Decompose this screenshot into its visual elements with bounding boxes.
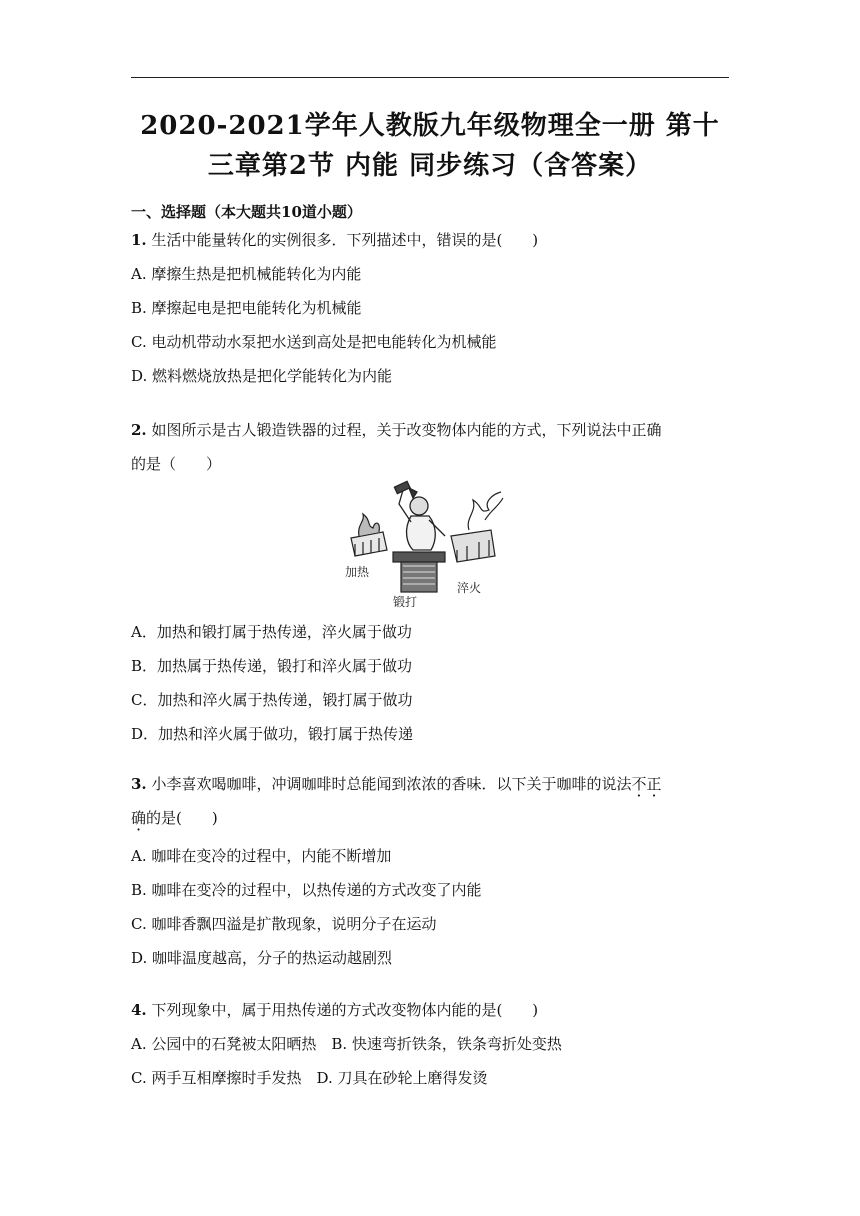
header-rule	[131, 77, 729, 78]
section-heading: 一、选择题（本大题共10道小题）	[131, 203, 362, 221]
title-line-2: 三章第2节 内能 同步练习（含答案）	[207, 151, 653, 181]
q1-option-c: C. 电动机带动水泵把水送到高处是把电能转化为机械能	[131, 333, 497, 351]
q1-option-b: B. 摩擦起电是把电能转化为机械能	[131, 299, 362, 317]
question-4-stem	[131, 999, 538, 1020]
question-1-stem	[131, 229, 538, 250]
question-number: 4.	[131, 1001, 147, 1019]
figure-label-quenching: 淬火	[457, 581, 482, 595]
figure-label-heating: 加热	[345, 565, 370, 579]
q1-option-a: A. 摩擦生热是把机械能转化为内能	[131, 265, 362, 283]
q2-option-b: B．加热属于热传递，锻打和淬火属于做功	[131, 657, 413, 675]
question-text: 如图所示是古人锻造铁器的过程，关于改变物体内能的方式，下列说法中正确	[151, 421, 662, 439]
q4-options-row-2: C. 两手互相摩擦时手发热 D. 刀具在砂轮上磨得发烫	[131, 1069, 488, 1087]
forging-illustration	[333, 480, 523, 610]
question-text: 的是( )	[146, 809, 218, 827]
q3-option-b: B. 咖啡在变冷的过程中，以热传递的方式改变了内能	[131, 881, 482, 899]
emphasis-char: 不	[631, 775, 647, 793]
question-2-stem-cont: 的是（ ）	[131, 455, 222, 473]
q2-option-c: C．加热和淬火属于热传递，锻打属于做功	[131, 691, 413, 709]
q4-options-row-1: A. 公园中的石凳被太阳晒热 B. 快速弯折铁条，铁条弯折处变热	[131, 1035, 562, 1053]
question-text: 生活中能量转化的实例很多．下列描述中，错误的是( )	[151, 231, 539, 249]
question-text: 下列现象中，属于用热传递的方式改变物体内能的是( )	[151, 1001, 539, 1019]
question-2-stem	[131, 419, 661, 440]
q1-option-d: D. 燃料燃烧放热是把化学能转化为内能	[131, 367, 393, 385]
question-number: 2.	[131, 421, 147, 439]
q2-option-d: D．加热和淬火属于做功，锻打属于热传递	[131, 725, 414, 743]
q2-option-a: A．加热和锻打属于热传递，淬火属于做功	[131, 623, 412, 641]
question-3-stem-cont	[131, 807, 218, 828]
blacksmith-icon	[394, 481, 445, 550]
q3-option-d: D. 咖啡温度越高，分子的热运动越剧烈	[131, 949, 393, 967]
quenching-tub-icon	[451, 492, 503, 562]
anvil-icon	[393, 552, 445, 592]
question-text: 小李喜欢喝咖啡，冲调咖啡时总能闻到浓浓的香味．以下关于咖啡的说法	[151, 775, 632, 793]
emphasis-char: 确	[131, 809, 147, 827]
q3-option-a: A. 咖啡在变冷的过程中，内能不断增加	[131, 847, 392, 865]
figure-label-forging: 锻打	[393, 595, 418, 609]
document-title	[120, 106, 740, 186]
question-number: 1.	[131, 231, 147, 249]
title-line-1: 2020-2021学年人教版九年级物理全一册 第十	[140, 111, 720, 141]
question-3-stem	[131, 773, 662, 794]
q3-option-c: C. 咖啡香飘四溢是扩散现象，说明分子在运动	[131, 915, 437, 933]
question-number: 3.	[131, 775, 147, 793]
heating-furnace-icon	[351, 514, 387, 556]
emphasis-char: 正	[646, 775, 662, 793]
